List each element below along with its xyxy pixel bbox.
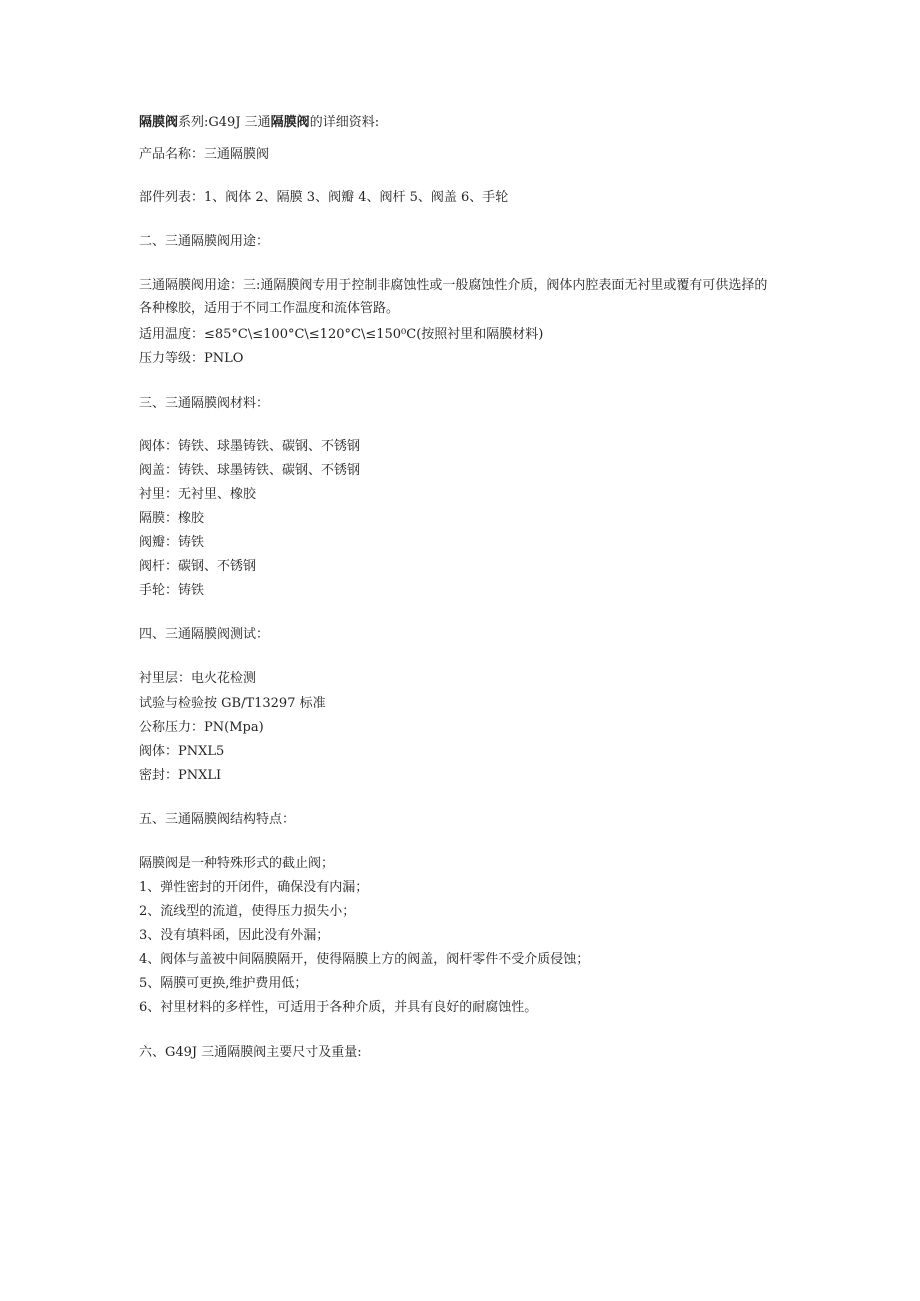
temperature-line: 适用温度：≤85°C\≤100°C\≤120°C\≤150⁰C(按照衬里和隔膜材料) (139, 327, 544, 342)
feature-item: 4、阀体与盖被中间隔膜隔开，使得隔膜上方的阀盖，阀杆零件不受介质侵蚀； (139, 952, 590, 967)
feature-item: 1、弹性密封的开闭件，确保没有内漏； (139, 880, 369, 895)
material-item: 阀体：铸铁、球墨铸铁、碳钢、不锈钢 (139, 439, 361, 454)
section-heading-usage: 二、三通隔膜阀用途： (139, 234, 270, 249)
material-item: 衬里：无衬里、橡胶 (139, 487, 257, 502)
document-title (139, 114, 379, 132)
title-text: 的详细资料: (309, 115, 380, 130)
testing-item: 试验与检验按 GB/T13297 标准 (139, 696, 326, 711)
pressure-line: 压力等级：PNLO (139, 351, 244, 366)
section-heading-testing: 四、三通隔膜阀测试： (139, 627, 270, 642)
material-item: 手轮：铸铁 (139, 583, 205, 598)
testing-item: 公称压力：PN(Mpa) (139, 720, 264, 735)
parts-list: 部件列表：1、阀体 2、隔膜 3、阀瓣 4、阀杆 5、阀盖 6、手轮 (139, 190, 509, 205)
feature-item: 2、流线型的流道，使得压力损失小； (139, 904, 356, 919)
section-heading-dimensions: 六、G49J 三通隔膜阀主要尺寸及重量: (139, 1045, 362, 1060)
testing-item: 衬里层：电火花检测 (139, 671, 257, 686)
feature-item: 3、没有填料函，因此没有外漏； (139, 928, 330, 943)
feature-item: 隔膜阀是一种特殊形式的截止阀； (139, 856, 335, 871)
section-heading-materials: 三、三通隔膜阀材料： (139, 396, 270, 411)
testing-item: 阀体：PNXL5 (139, 744, 225, 759)
material-item: 阀盖：铸铁、球墨铸铁、碳钢、不锈钢 (139, 463, 361, 478)
material-item: 阀杆：碳钢、不锈钢 (139, 559, 257, 574)
product-name: 产品名称：三通隔膜阀 (139, 147, 270, 162)
section-heading-features: 五、三通隔膜阀结构特点： (139, 812, 296, 827)
material-item: 阀瓣：铸铁 (139, 535, 205, 550)
title-text: 系列:G49J 三通 (178, 115, 271, 130)
title-keyword: 隔膜阀 (139, 115, 179, 130)
title-keyword: 隔膜阀 (270, 115, 310, 130)
feature-item: 6、衬里材料的多样性，可适用于各种介质，并具有良好的耐腐蚀性。 (139, 1000, 538, 1015)
testing-item: 密封：PNXLI (139, 768, 222, 783)
usage-paragraph: 三通隔膜阀用途：三:通隔膜阀专用于控制非腐蚀性或一般腐蚀性介质，阀体内腔表面无衬里或覆有可供选择的各种橡胶，适用于不同工作温度和流体管路。 (139, 278, 768, 316)
feature-item: 5、隔膜可更换,维护费用低； (139, 976, 308, 991)
material-item: 隔膜：橡胶 (139, 511, 205, 526)
